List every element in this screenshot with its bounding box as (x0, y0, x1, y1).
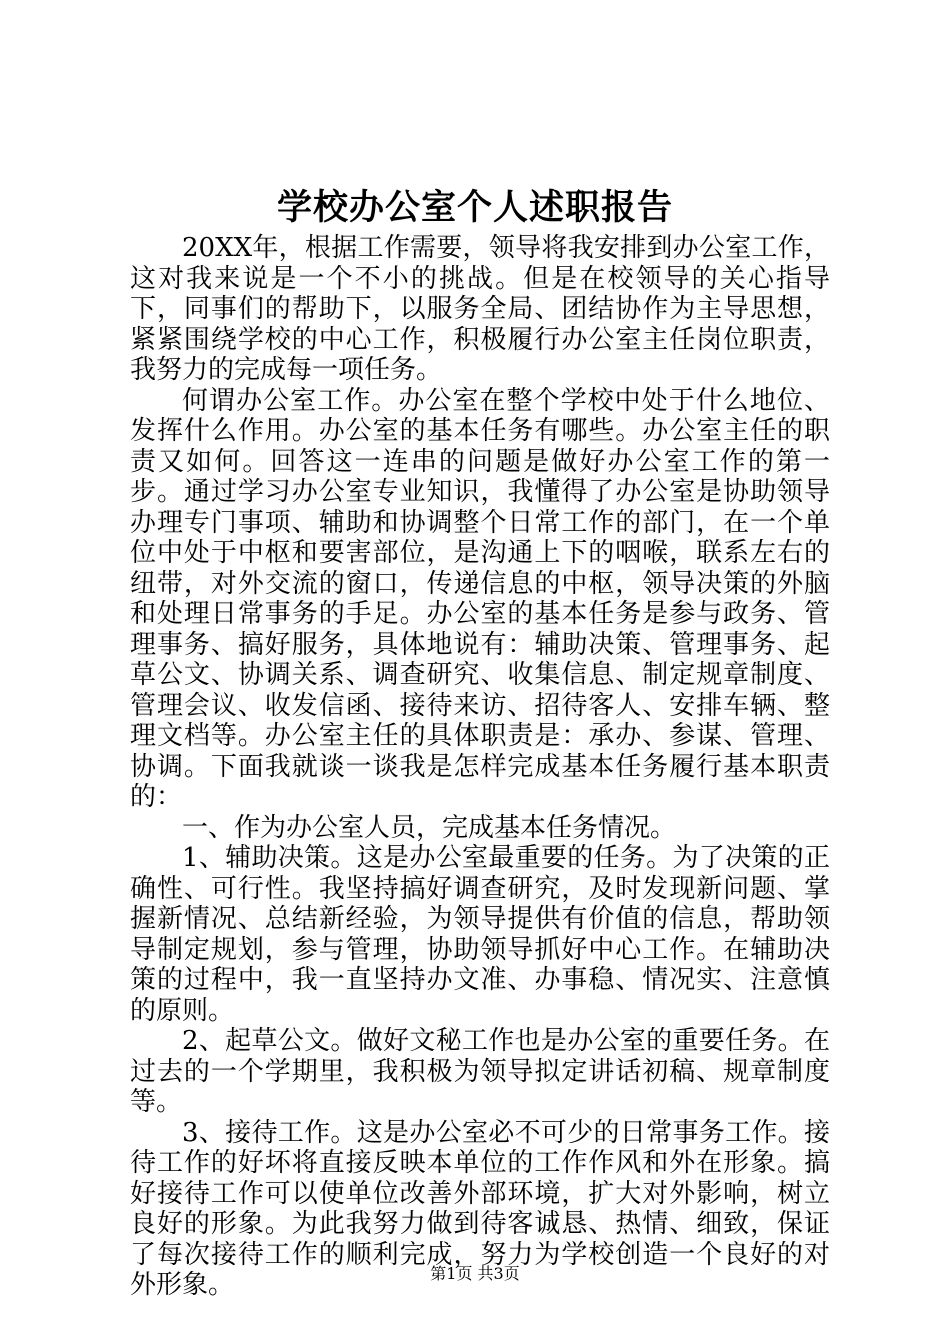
paragraph-reception: 3、接待工作。这是办公室必不可少的日常事务工作。接待工作的好坏将直接反映本单位的工作作风和外在形象。搞好接待工作可以使单位改善外部环境，扩大对外影响，树立良好的形象。为此我努力做到待客诚恳、热情、细致，保证了每次接待工作的顺利完成，努力为学校创造一个良好的对外形象。 (130, 1117, 830, 1300)
paragraph-office-role: 何谓办公室工作。办公室在整个学校中处于什么地位、发挥什么作用。办公室的基本任务有哪些。办公室主任的职责又如何。回答这一连串的问题是做好办公室工作的第一步。通过学习办公室专业知识，我懂得了办公室是协助领导办理专门事项、辅助和协调整个日常工作的部门，在一个单位中处于中枢和要害部位，是沟通上下的咽喉，联系左右的纽带，对外交流的窗口，传递信息的中枢，领导决策的外脑和处理日常事务的手足。办公室的基本任务是参与政务、管理事务、搞好服务，具体地说有：辅助决策、管理事务、起草公文、协调关系、调查研究、收集信息、制定规章制度、管理会议、收发信函、接待来访、招待客人、安排车辆、整理文档等。办公室主任的具体职责是：承办、参谋、管理、协调。下面我就谈一谈我是怎样完成基本任务履行基本职责的： (130, 385, 830, 812)
page-title: 学校办公室个人述职报告 (276, 187, 673, 228)
document-body (130, 233, 830, 1301)
page-footer: 第1页 共3页 (430, 1264, 520, 1283)
paragraph-drafting: 2、起草公文。做好文秘工作也是办公室的重要任务。在过去的一个学期里，我积极为领导拟定讲话初稿、规章制度等。 (130, 1026, 830, 1117)
section-heading-1: 一、作为办公室人员，完成基本任务情况。 (182, 812, 677, 843)
paragraph-intro: 20XX年，根据工作需要，领导将我安排到办公室工作，这对我来说是一个不小的挑战。但是在校领导的关心指导下，同事们的帮助下，以服务全局、团结协作为主导思想，紧紧围绕学校的中心工作，积极履行办公室主任岗位职责，我努力的完成每一项任务。 (130, 233, 830, 385)
paragraph-decision-support: 1、辅助决策。这是办公室最重要的任务。为了决策的正确性、可行性。我坚持搞好调查研究，及时发现新问题、掌握新情况、总结新经验，为领导提供有价值的信息，帮助领导制定规划，参与管理，协助领导抓好中心工作。在辅助决策的过程中，我一直坚持办文准、办事稳、情况实、注意慎的原则。 (130, 843, 830, 1026)
